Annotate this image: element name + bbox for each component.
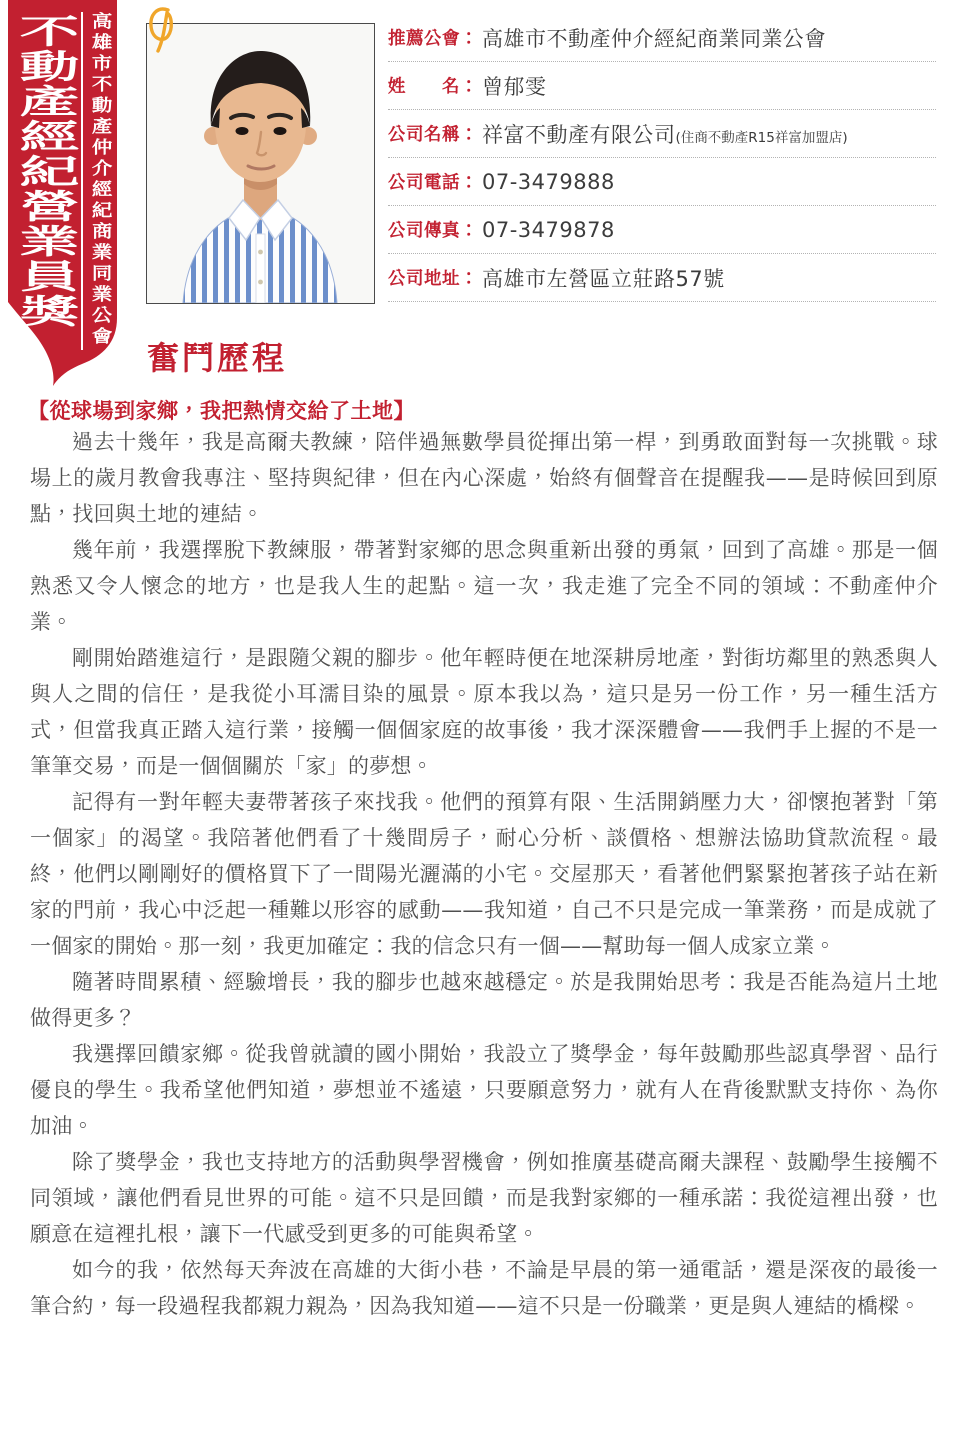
row-value: 07-3479888 [482, 169, 615, 194]
profile-row-address [388, 254, 936, 302]
profile-row-name [388, 62, 936, 110]
row-value: 曾郁雯 [482, 74, 547, 99]
story-paragraph: 除了獎學金，我也支持地方的活動與學習機會，例如推廣基礎高爾夫課程、鼓勵學生接觸不同領域，讓他們看見世界的可能。這不只是回饋，而是我對家鄉的一種承諾：我從這裡出發，也願意在這裡扎根，讓下一代感受到更多的可能與希望。 [30, 1150, 938, 1246]
row-label: 推薦公會： [388, 29, 478, 49]
profile-row-phone [388, 158, 936, 206]
story-paragraph: 隨著時間累積、經驗增長，我的腳步也越來越穩定。於是我開始思考：我是否能為這片土地做得更多？ [30, 970, 938, 1030]
row-label: 公司名稱： [388, 125, 478, 145]
story-paragraph: 如今的我，依然每天奔波在高雄的大街小巷，不論是早晨的第一通電話，還是深夜的最後一筆合約，每一段過程我都親力親為，因為我知道——這不只是一份職業，更是與人連結的橋樑。 [30, 1258, 938, 1318]
row-label: 公司地址： [388, 269, 478, 289]
profile-row-company [388, 110, 936, 158]
story-title: 奮鬥歷程 [147, 339, 288, 377]
row-value: 高雄市不動產仲介經紀商業同業公會 [482, 26, 826, 51]
profile-row-fax [388, 206, 936, 254]
profile-panel [388, 14, 936, 302]
portrait-photo [146, 23, 375, 304]
golf-swirl-icon [147, 5, 177, 55]
ribbon-association: 高雄市不動產仲介經紀商業同業公會 [87, 12, 112, 348]
row-value: 高雄市左營區立莊路57號 [482, 266, 725, 291]
award-title: 不動產經紀營業員獎 [10, 14, 81, 329]
story-paragraph: 記得有一對年輕夫妻帶著孩子來找我。他們的預算有限、生活開銷壓力大，卻懷抱著對「第一個家」的渴望。我陪著他們看了十幾間房子，耐心分析、談價格、想辦法協助貸款流程。最終，他們以剛剛好的價格買下了一間陽光灑滿的小宅。交屋那天，看著他們緊緊抱著孩子站在新家的門前，我心中泛起一種難以形容的感動——我知道，自己不只是完成一筆業務，而是成就了一個家的開始。那一刻，我更加確定：我的信念只有一個——幫助每一個人成家立業。 [30, 790, 938, 958]
row-label: 公司傳真： [388, 221, 478, 241]
story-subtitle: 【從球場到家鄉，我把熱情交給了土地】 [28, 399, 415, 423]
row-label: 公司電話： [388, 173, 478, 193]
award-ribbon [8, 0, 117, 400]
row-note: (住商不動產R15祥富加盟店) [675, 129, 848, 146]
story-paragraph: 幾年前，我選擇脫下教練服，帶著對家鄉的思念與重新出發的勇氣，回到了高雄。那是一個熟悉又令人懷念的地方，也是我人生的起點。這一次，我走進了完全不同的領域：不動產仲介業。 [30, 538, 938, 634]
story-paragraph: 我選擇回饋家鄉。從我曾就讀的國小開始，我設立了獎學金，每年鼓勵那些認真學習、品行優良的學生。我希望他們知道，夢想並不遙遠，只要願意努力，就有人在背後默默支持你、為你加油。 [30, 1042, 938, 1138]
story-paragraph: 過去十幾年，我是高爾夫教練，陪伴過無數學員從揮出第一桿，到勇敢面對每一次挑戰。球場上的歲月教會我專注、堅持與紀律，但在內心深處，始終有個聲音在提醒我——是時候回到原點，找回與土地的連結。 [30, 430, 938, 526]
row-value: 07-3479878 [482, 217, 615, 242]
row-label: 姓 名： [388, 77, 478, 97]
story-paragraph: 剛開始踏進這行，是跟隨父親的腳步。他年輕時便在地深耕房地產，對街坊鄰里的熟悉與人與人之間的信任，是我從小耳濡目染的風景。原本我以為，這只是另一份工作，另一種生活方式，但當我真正踏入這行業，接觸一個個家庭的故事後，我才深深體會——我們手上握的不是一筆筆交易，而是一個個關於「家」的夢想。 [30, 646, 938, 778]
story-body [30, 424, 938, 1324]
row-value: 祥富不動產有限公司 [482, 122, 676, 147]
ribbon-divider [81, 12, 83, 350]
profile-row-association [388, 14, 936, 62]
portrait-illustration [147, 24, 374, 303]
